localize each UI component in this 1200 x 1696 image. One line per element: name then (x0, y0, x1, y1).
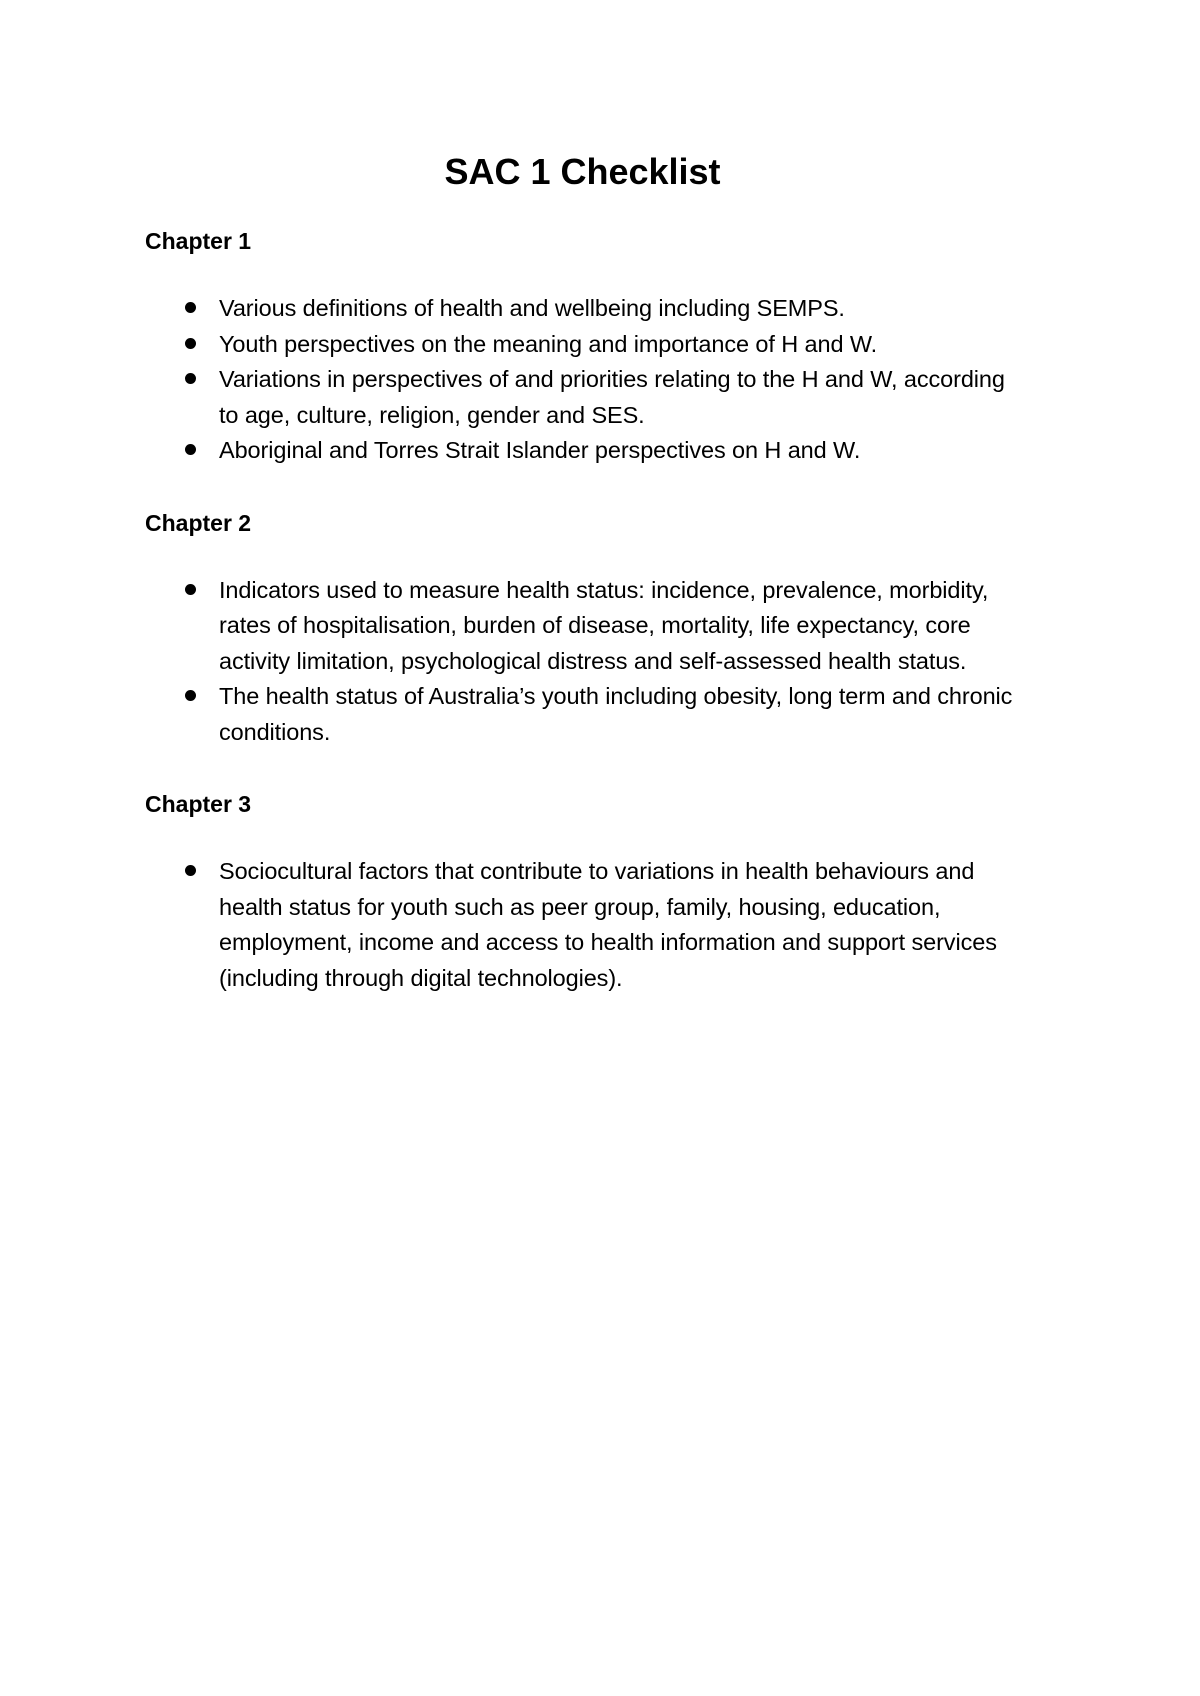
chapter-3-section (145, 789, 1020, 996)
list-item (145, 327, 1020, 363)
list-item (145, 854, 1020, 996)
list-item-text: Youth perspectives on the meaning and importance of H and W. (219, 330, 878, 357)
list-item (145, 573, 1020, 680)
chapter-heading: Chapter 2 (145, 509, 252, 536)
list-item-text: The health status of Australia’s youth including obesity, long term and chronic conditions. (219, 683, 1013, 745)
list-item-text: Various definitions of health and wellbeing including SEMPS. (219, 295, 845, 321)
bullet-icon (185, 302, 196, 313)
chapter-heading: Chapter 1 (145, 228, 252, 254)
bullet-list (145, 573, 1020, 751)
list-item-text: Aboriginal and Torres Strait Islander perspectives on H and W. (219, 437, 861, 463)
bullet-icon (185, 690, 196, 701)
list-item-text: Indicators used to measure health status: incidence, prevalence, morbidity, rates of hospitalisation, burden of disease, mortality, life expectancy, core activity limitation, psychological distress and self-assessed health status. (219, 576, 989, 674)
list-item (145, 433, 1020, 469)
list-item-text: Variations in perspectives of and priorities relating to the H and W, according to age, culture, religion, gender and SES. (219, 366, 1005, 428)
list-item (145, 679, 1020, 750)
bullet-icon (185, 584, 196, 595)
bullet-list (145, 854, 1020, 996)
bullet-icon (185, 444, 196, 455)
list-item (145, 362, 1020, 433)
document-title: SAC 1 Checklist (444, 151, 721, 192)
bullet-list (145, 291, 1020, 469)
chapter-1-section (145, 226, 1020, 469)
list-item (145, 291, 1020, 327)
chapter-heading: Chapter 3 (145, 791, 252, 817)
list-item-text: Sociocultural factors that contribute to variations in health behaviours and health status for youth such as peer group, family, housing, education, employment, income and access to health information and support services (including through digital technologies). (219, 858, 997, 991)
bullet-icon (185, 865, 196, 876)
bullet-icon (185, 338, 196, 349)
chapter-2-section (145, 508, 1020, 751)
bullet-icon (185, 373, 196, 384)
